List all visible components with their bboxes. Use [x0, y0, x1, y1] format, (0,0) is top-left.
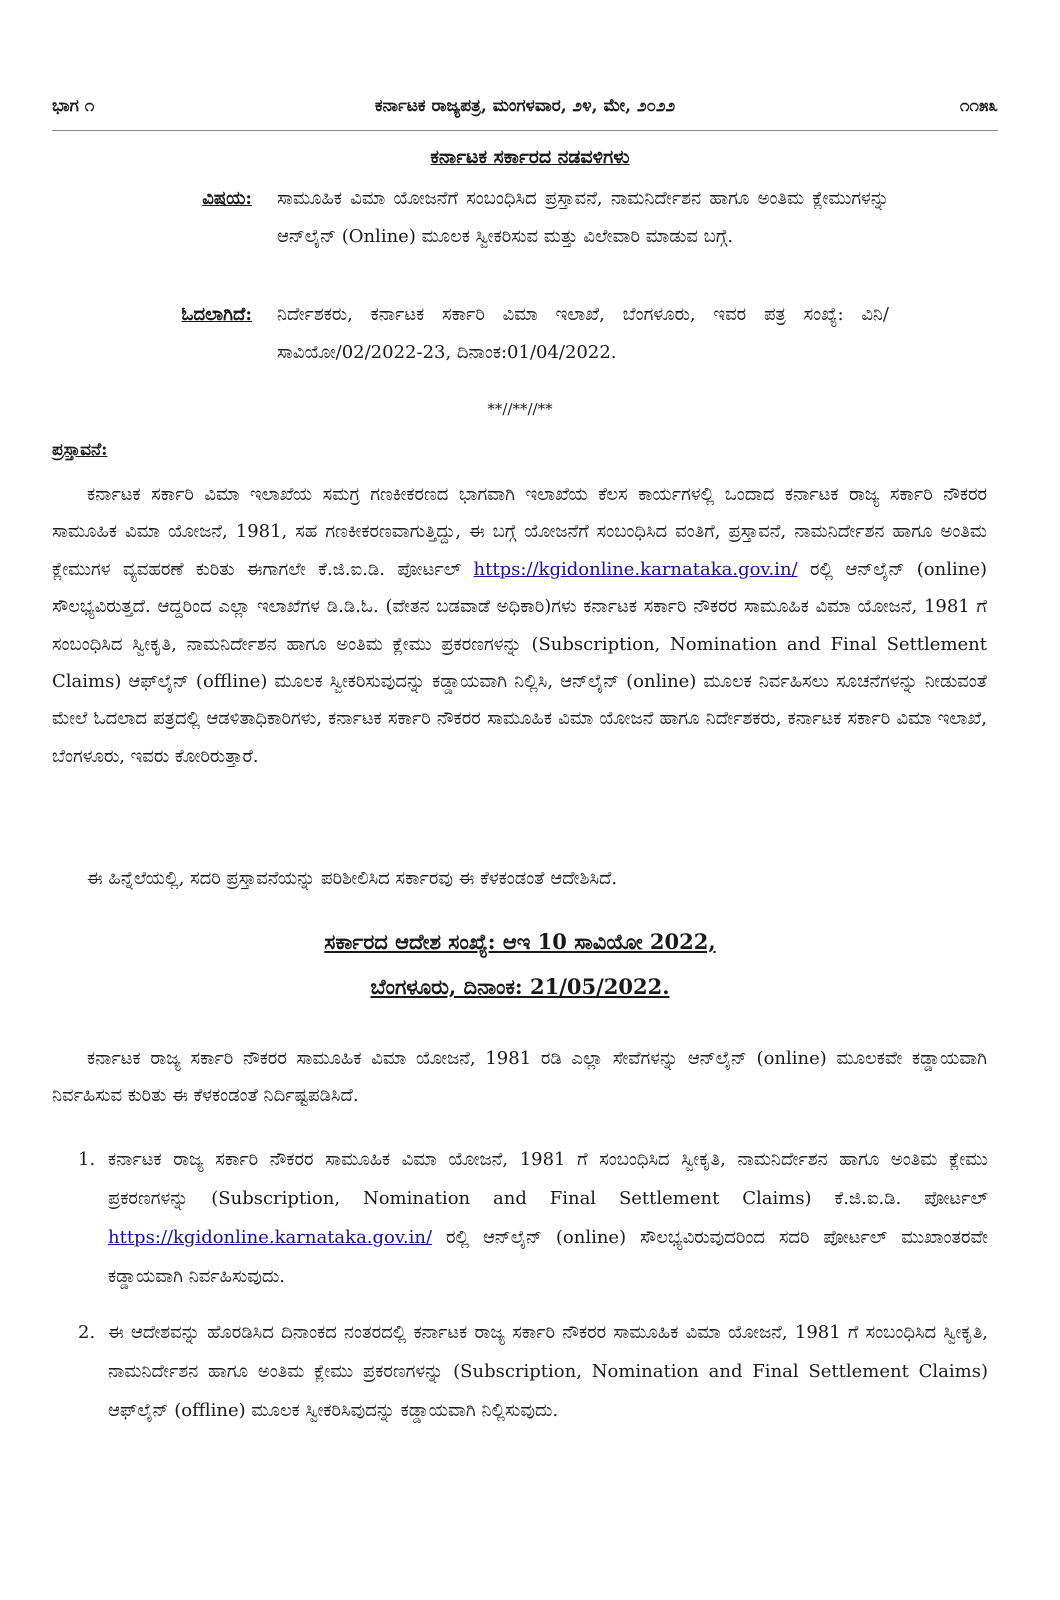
preamble-text-1: ಕರ್ನಾಟಕ ಸರ್ಕಾರಿ ವಿಮಾ ಇಲಾಖೆಯ ಸಮಗ್ರ ಗಣಕೀಕರಣದ ಭಾಗವಾಗಿ ಇಲಾಖೆಯ ಕೆಲಸ ಕಾರ್ಯಗಳಲ್ಲಿ ಒಂದಾದ ಕರ್ನಾಟಕ ರಾಜ್ಯ ಸರ್ಕಾರಿ ನೌಕರರ ಸಾಮೂಹಿಕ ವಿಮಾ ಯೋಜನೆ, 1981, ಸಹ ಗಣಕೀಕರಣವಾಗುತ್ತಿದ್ದು, ಈ ಬಗ್ಗೆ ಯೋಜನೆಗೆ ಸಂಬಂಧಿಸಿದ ವಂತಿಗೆ, ಪ್ರಸ್ತಾವನೆ, ನಾಮನಿರ್ದೇಶನ ಹಾಗೂ ಅಂತಿಮ ಕ್ಲೇಮುಗಳ ವ್ಯವಹರಣೆ ಕುರಿತು ಈಗಾಗಲೇ ಕೆ.ಜಿ.ಐ.ಡಿ. ಪೋರ್ಟಲ್ — [52, 484, 987, 580]
item-text-1: ಕರ್ನಾಟಕ ರಾಜ್ಯ ಸರ್ಕಾರಿ ನೌಕರರ ಸಾಮೂಹಿಕ ವಿಮಾ ಯೋಜನೆ, 1981 ಗೆ ಸಂಬಂಧಿಸಿದ ಸ್ವೀಕೃತಿ, ನಾಮನಿರ್ದೇಶನ ಹಾಗೂ ಅಂತಿಮ ಕ್ಲೇಮು ಪ್ರಕರಣಗಳನ್ನು (Subscription, Nomination and Final Settlement Claims) ಕೆ.ಜಿ.ಐ.ಡಿ. ಪೋರ್ಟಲ್ — [108, 1149, 988, 1209]
order-date-text: ಬೆಂಗಳೂರು, ದಿನಾಂಕ: 21/05/2022. — [370, 974, 670, 999]
header-title: ಕರ್ನಾಟಕ ರಾಜ್ಯಪತ್ರ, ಮಂಗಳವಾರ, ೨೪, ಮೇ, ೨೦೨೨ — [374, 96, 676, 116]
reference-block — [52, 296, 892, 376]
order-number — [0, 918, 1040, 966]
reference-label: ಓದಲಾಗಿದೆ: — [181, 304, 252, 325]
item-number: 1. — [78, 1149, 96, 1170]
separator: **//**//** — [487, 400, 553, 418]
header-page-number: ೧೧೫೩ — [959, 96, 998, 116]
subject-text: ಸಾಮೂಹಿಕ ವಿಮಾ ಯೋಜನೆಗೆ ಸಂಬಂಧಿಸಿದ ಪ್ರಸ್ತಾವನೆ, ನಾಮನಿರ್ದೇಶನ ಹಾಗೂ ಅಂತಿಮ ಕ್ಲೇಮುಗಳನ್ನು ಆನ್‌ಲೈನ್ (Online) ಮೂಲಕ ಸ್ವೀಕರಿಸುವ ಮತ್ತು ವಿಲೇವಾರಿ ಮಾಡುವ ಬಗ್ಗೆ. — [277, 188, 889, 247]
subject-block — [52, 180, 892, 290]
header-part: ಭಾಗ ೧ — [52, 96, 95, 116]
order-number-text: ಸರ್ಕಾರದ ಆದೇಶ ಸಂಖ್ಯೆ: ಆಇ 10 ಸಾವಿಯೋ 2022, — [324, 929, 716, 954]
reference-text: ನಿರ್ದೇಶಕರು, ಕರ್ನಾಟಕ ಸರ್ಕಾರಿ ವಿಮಾ ಇಲಾಖೆ, ಬೆಂಗಳೂರು, ಇವರ ಪತ್ರ ಸಂಖ್ಯೆ: ವಿನಿ/ಸಾವಿಯೋ/02/2022-23, ದಿನಾಂಕ:01/04/2022. — [277, 304, 889, 363]
item-text: ಈ ಆದೇಶವನ್ನು ಹೊರಡಿಸಿದ ದಿನಾಂಕದ ನಂತರದಲ್ಲಿ ಕರ್ನಾಟಕ ರಾಜ್ಯ ಸರ್ಕಾರಿ ನೌಕರರ ಸಾಮೂಹಿಕ ವಿಮಾ ಯೋಜನೆ, 1981 ಗೆ ಸಂಬಂಧಿಸಿದ ಸ್ವೀಕೃತಿ, ನಾಮನಿರ್ದೇಶನ ಹಾಗೂ ಅಂತಿಮ ಕ್ಲೇಮು ಪ್ರಕರಣಗಳನ್ನು (Subscription, Nomination and Final Settlement Claims) ಆಫ್‌ಲೈನ್ (offline) ಮೂಲಕ ಸ್ವೀಕರಿಸಿವುದನ್ನು ಕಡ್ಡಾಯವಾಗಿ ನಿಲ್ಲಿಸುವುದು. — [108, 1322, 988, 1421]
preamble-text-2: ರಲ್ಲಿ ಆನ್‌ಲೈನ್ (online) ಸೌಲಭ್ಯವಿರುತ್ತದೆ. ಆದ್ದರಿಂದ ಎಲ್ಲಾ ಇಲಾಖೆಗಳ ಡಿ.ಡಿ.ಓ. (ವೇತನ ಬಡವಾಡೆ ಅಧಿಕಾರಿ)ಗಳು ಕರ್ನಾಟಕ ಸರ್ಕಾರಿ ನೌಕರರ ಸಾಮೂಹಿಕ ವಿಮಾ ಯೋಜನೆ, 1981 ಗೆ ಸಂಬಂಧಿಸಿದ ಸ್ವೀಕೃತಿ, ನಾಮನಿರ್ದೇಶನ ಹಾಗೂ ಅಂತಿಮ ಕ್ಲೇಮು ಪ್ರಕರಣಗಳನ್ನು (Subscription, Nomination and Final Settlement Claims) ಆಫ್‌ಲೈನ್ (offline) ಮೂಲಕ ಸ್ವೀಕರಿಸುವುದನ್ನು ಕಡ್ಡಾಯವಾಗಿ ನಿಲ್ಲಿಸಿ, ಆನ್‌ಲೈನ್ (online) ಮೂಲಕ ನಿರ್ವಹಿಸಲು ಸೂಚನೆಗಳನ್ನು ನೀಡುವಂತೆ ಮೇಲೆ ಓದಲಾದ ಪತ್ರದಲ್ಲಿ ಆಡಳಿತಾಧಿಕಾರಿಗಳು, ಕರ್ನಾಟಕ ಸರ್ಕಾರಿ ನೌಕರರ ಸಾಮೂಹಿಕ ವಿಮಾ ಯೋಜನೆ ಹಾಗೂ ನಿರ್ದೇಶಕರು, ಕರ್ನಾಟಕ ಸರ್ಕಾರಿ ವಿಮಾ ಇಲಾಖೆ, ಬೆಂಗಳೂರು, ಇವರು ಕೋರಿರುತ್ತಾರೆ. — [52, 558, 987, 767]
preamble-paragraph — [52, 476, 987, 775]
page-header — [52, 96, 998, 122]
preamble-conclusion: ಈ ಹಿನ್ನೆಲೆಯಲ್ಲಿ, ಸದರಿ ಪ್ರಸ್ತಾವನೆಯನ್ನು ಪರಿಶೀಲಿಸಿದ ಸರ್ಕಾರವು ಈ ಕೆಳಕಂಡಂತೆ ಆದೇಶಿಸಿದೆ. — [87, 868, 618, 889]
item-text-2: ರಲ್ಲಿ ಆನ್‌ಲೈನ್ (online) ಸೌಲಭ್ಯವಿರುವುದರಿಂದ ಸದರಿ ಪೋರ್ಟಲ್ ಮುಖಾಂತರವೇ ಕಡ್ಡಾಯವಾಗಿ ನಿರ್ವಹಿಸುವುದು. — [108, 1227, 988, 1287]
item-number: 2. — [78, 1322, 96, 1343]
order-intro: ಕರ್ನಾಟಕ ರಾಜ್ಯ ಸರ್ಕಾರಿ ನೌಕರರ ಸಾಮೂಹಿಕ ವಿಮಾ ಯೋಜನೆ, 1981 ರಡಿ ಎಲ್ಲಾ ಸೇವೆಗಳನ್ನು ಆನ್‌ಲೈನ್ (online) ಮೂಲಕವೇ ಕಡ್ಡಾಯವಾಗಿ ನಿರ್ವಹಿಸುವ ಕುರಿತು ಈ ಕೆಳಕಂಡಂತೆ ನಿರ್ದಿಷ್ಟಪಡಿಸಿದೆ. — [52, 1048, 987, 1107]
subject-label: ವಿಷಯ: — [202, 188, 252, 209]
order-item-2 — [78, 1313, 988, 1430]
document-title: ಕರ್ನಾಟಕ ಸರ್ಕಾರದ ನಡವಳಿಗಳು — [430, 146, 630, 168]
preamble-heading: ಪ್ರಸ್ತಾವನೆ: — [52, 440, 108, 460]
kgid-portal-link[interactable]: https://kgidonline.karnataka.gov.in/ — [108, 1227, 433, 1248]
order-item-1 — [78, 1140, 988, 1296]
header-rule — [52, 130, 998, 131]
order-date — [0, 963, 1040, 1011]
kgid-portal-link[interactable]: https://kgidonline.karnataka.gov.in/ — [473, 558, 798, 580]
